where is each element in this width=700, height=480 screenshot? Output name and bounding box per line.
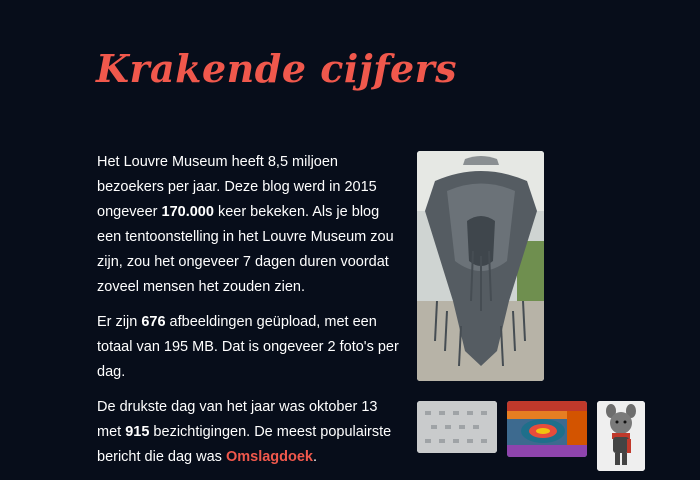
crochet-doll-photo[interactable] — [597, 401, 645, 471]
views-count: 170.000 — [161, 204, 214, 220]
busiest-day-count: 915 — [125, 424, 150, 440]
page-title: Krakende cijfers — [96, 46, 458, 91]
paragraph-text: keer bekeken. Als je blog een tentoonstelling in het Louvre Museum zou zijn, zou het ongeveer 7 dagen duren voordat zoveel mensen het zouden zien. — [97, 204, 394, 295]
uploads-count: 676 — [141, 314, 166, 330]
paragraph-text: De drukste dag van het jaar was oktober 13 met — [97, 399, 378, 440]
paragraph-text: . — [313, 449, 318, 465]
paragraph-uploads — [97, 310, 402, 385]
white-lace-photo[interactable] — [417, 401, 497, 453]
paragraph-text: afbeeldingen geüpload, met een totaal van 195 MB. Dat is ongeveer 2 foto's per dag. — [97, 314, 399, 380]
paragraph-text: bezichtigingen. De meest populairste bericht die dag was — [97, 424, 392, 465]
grey-shawl-photo[interactable] — [417, 151, 544, 381]
popular-post-link[interactable]: Omslagdoek — [225, 449, 313, 465]
paragraph-busiest-day — [97, 395, 402, 470]
stats-text — [97, 150, 402, 480]
paragraph-louvre — [97, 150, 402, 300]
paragraph-text: Het Louvre Museum heeft 8,5 miljoen bezoekers per jaar. Deze blog werd in 2015 ongeveer — [97, 154, 377, 220]
paragraph-text: Er zijn — [97, 314, 142, 330]
colorful-blanket-photo[interactable] — [507, 401, 587, 457]
